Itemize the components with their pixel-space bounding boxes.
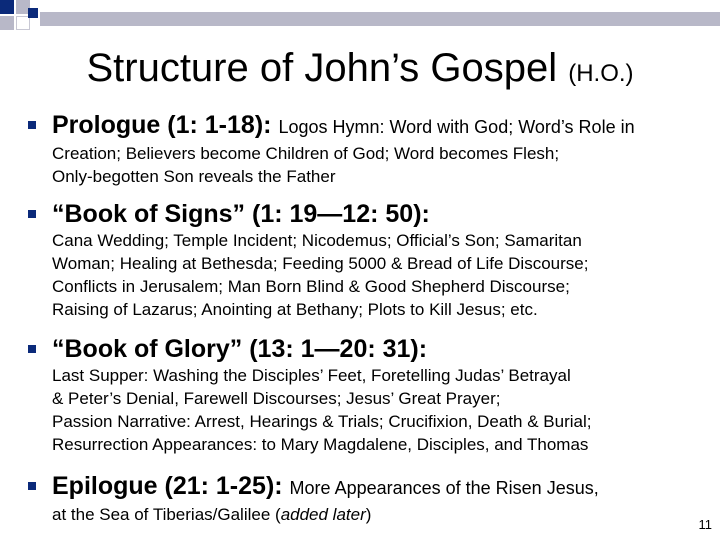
desc-line: Woman; Healing at Bethesda; Feeding 5000 & Bread of Life Discourse;: [52, 254, 589, 273]
header-bar: [40, 12, 720, 26]
item-description: [52, 229, 702, 321]
slide-title: [0, 44, 720, 98]
list-item-prologue: [52, 110, 702, 188]
item-inline-text: Logos Hymn: Word with God; Word’s Role in: [278, 117, 635, 137]
list-item-book-of-signs: [52, 199, 702, 321]
title-main: Structure of John’s Gospel: [86, 46, 558, 90]
list-item-epilogue: [52, 471, 702, 526]
item-inline-text: More Appearances of the Risen Jesus,: [289, 478, 599, 498]
desc-italic-note: added later: [280, 505, 366, 524]
desc-close-paren: ): [365, 505, 372, 524]
bullet-square-icon: [28, 482, 36, 490]
item-heading: [52, 199, 702, 229]
item-heading-text: Epilogue (21: 1-25):: [52, 472, 283, 500]
corner-square-white-1: [16, 16, 30, 30]
bullet-square-icon: [28, 210, 36, 218]
bullet-square-icon: [28, 345, 36, 353]
item-heading: [52, 471, 702, 503]
list-item-book-of-glory: [52, 334, 702, 456]
item-description: [52, 142, 702, 188]
item-heading-text: “Book of Signs” (1: 19—12: 50):: [52, 200, 430, 228]
desc-line-text: at the Sea of Tiberias/Galilee (: [52, 505, 281, 524]
page-number: 11: [698, 517, 712, 532]
desc-line: & Peter’s Denial, Farewell Discourses; Jesus’ Great Prayer;: [52, 389, 501, 408]
desc-line: Resurrection Appearances: to Mary Magdalene, Disciples, and Thomas: [52, 435, 589, 454]
desc-line: Only-begotten Son reveals the Father: [52, 167, 336, 186]
desc-line: Raising of Lazarus; Anointing at Bethany; Plots to Kill Jesus; etc.: [52, 300, 538, 319]
item-description: [52, 364, 702, 456]
item-heading: [52, 110, 702, 142]
corner-square-blue-2: [28, 8, 38, 18]
item-heading-text: Prologue (1: 1-18):: [52, 111, 272, 139]
item-description: [52, 503, 702, 526]
item-heading: [52, 334, 702, 364]
corner-square-gray-2: [0, 16, 14, 30]
desc-line: Cana Wedding; Temple Incident; Nicodemus; Official’s Son; Samaritan: [52, 231, 582, 250]
desc-line: Creation; Believers become Children of God; Word becomes Flesh;: [52, 144, 560, 163]
bullet-square-icon: [28, 121, 36, 129]
desc-line: Last Supper: Washing the Disciples’ Feet, Foretelling Judas’ Betrayal: [52, 366, 571, 385]
item-heading-text: “Book of Glory” (13: 1—20: 31):: [52, 335, 428, 363]
corner-square-blue-1: [0, 0, 14, 14]
desc-line: Conflicts in Jerusalem; Man Born Blind & Good Shepherd Discourse;: [52, 277, 570, 296]
title-suffix: (H.O.): [568, 60, 634, 87]
desc-line: Passion Narrative: Arrest, Hearings & Trials; Crucifixion, Death & Burial;: [52, 412, 592, 431]
desc-line: [52, 503, 702, 526]
